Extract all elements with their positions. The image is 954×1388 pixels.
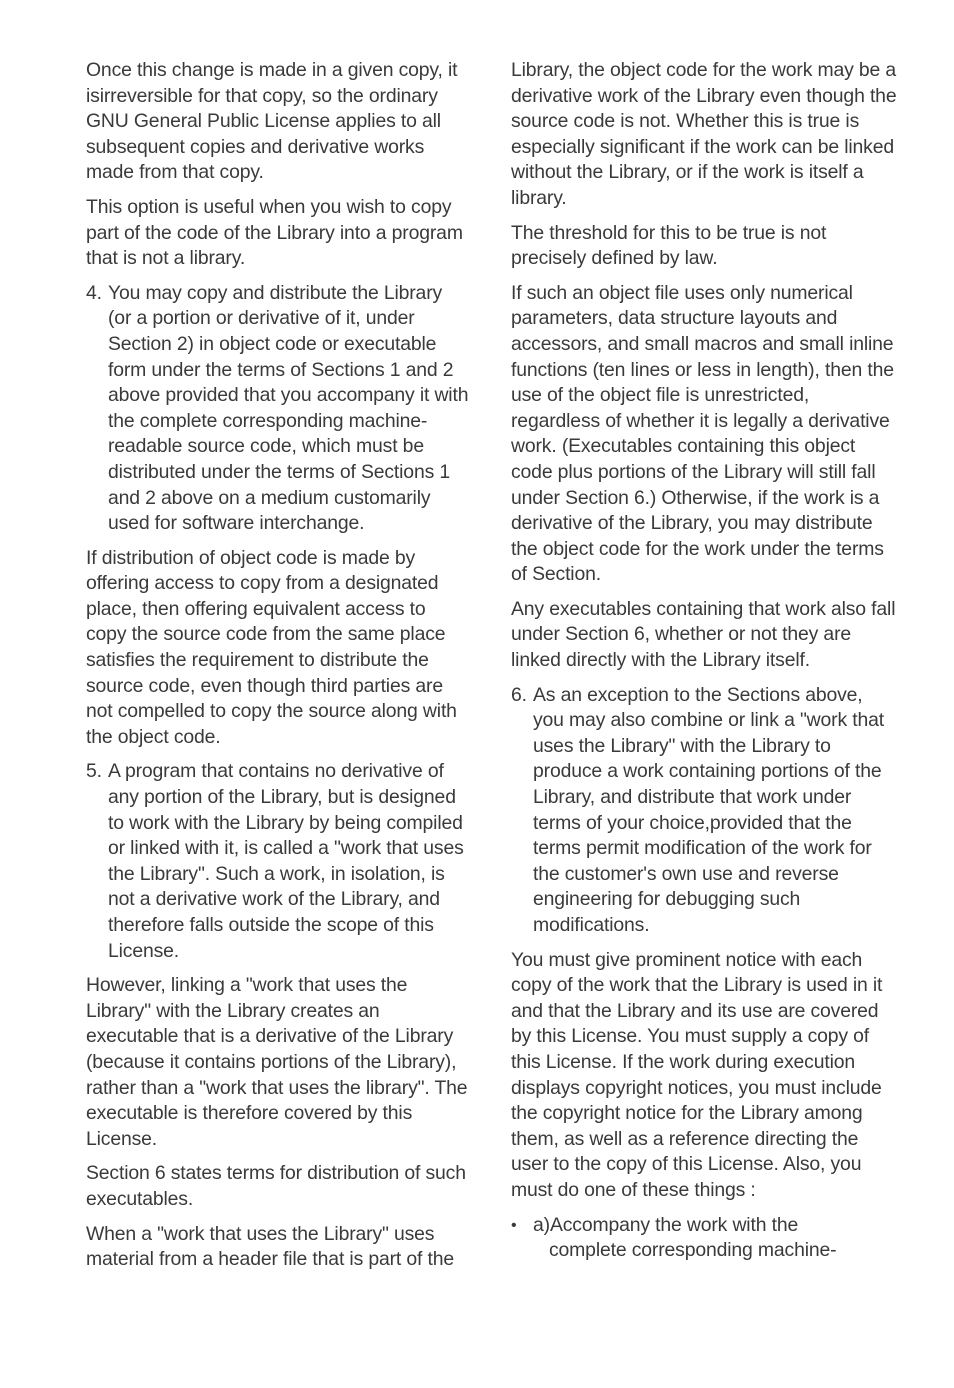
paragraph: Library, the object code for the work may be a derivative work of the Library even though the source code is not. Whether this is true is especially significant if the work can be linked without the Library, or if the work is itself a library. (511, 59, 897, 209)
paragraph: This option is useful when you wish to copy part of the code of the Library into a program that is not a library. (86, 195, 463, 270)
bullet-text-line-1: a)Accompany the work with the (533, 1213, 799, 1236)
item-text: You may copy and distribute the Library (or a portion or derivative of it, under Section 2) in object code or executable form under the terms of Sections 1 and 2 above provided that you accompany it with the complete corresponding machine-readable source code, which must be distributed under the terms of Sections 1 and 2 above on a medium customarily used for software interchange. (108, 281, 469, 535)
numbered-item-6 (511, 683, 897, 939)
paragraph: Once this change is made in a given copy, it isirreversible for that copy, so the ordinary GNU General Public License applies to all subsequent copies and derivative works made from that copy. (86, 59, 458, 184)
paragraph: If such an object file uses only numerical parameters, data structure layouts and accessors, and small macros and small inline functions (ten lines or less in length), then the use of the object file is unrestricted, regardless of whether it is legally a derivative work. (Executables containing this object code plus portions of the Library will still fall under Section 6.) Otherwise, if the work is a derivative of the Library, you may distribute the object code for the work under the terms of Section. (511, 281, 894, 586)
numbered-item-5 (86, 759, 470, 964)
item-number: 5. (86, 760, 102, 783)
paragraph: Any executables containing that work also fall under Section 6, whether or not they are linked directly with the Library itself. (511, 597, 896, 672)
bullet-dot: • (511, 1216, 517, 1234)
bullet-item-a (511, 1213, 897, 1264)
paragraph: You must give prominent notice with each copy of the work that the Library is used in it and that the Library and its use are covered by this License. You must supply a copy of this License. If the work during execution displays copyright notices, you must include the copyright notice for the Library among them, as well as a reference directing the user to the copy of this License. Also, you must do one of these things : (511, 948, 883, 1201)
item-number: 4. (86, 281, 102, 304)
item-text: A program that contains no derivative of any portion of the Library, but is designed to work with the Library by being compiled or linked with it, is called a "work that uses the Library". Such a work, in isolation, is not a derivative work of the Library, and therefore falls outside the scope of this License. (108, 760, 464, 962)
left-column (86, 58, 470, 1282)
numbered-item-4 (86, 281, 470, 537)
paragraph: Section 6 states terms for distribution of such executables. (86, 1162, 466, 1210)
item-text: As an exception to the Sections above, you may also combine or link a "work that uses the Library" with the Library to produce a work containing portions of the Library, and distribute that work under terms of your choice,provided that the terms permit modification of the work for the customer's own use and reverse engineering for debugging such modifications. (533, 683, 884, 936)
paragraph: The threshold for this to be true is not precisely defined by law. (511, 221, 827, 270)
paragraph: When a "work that uses the Library" uses material from a header file that is part of the (86, 1222, 455, 1271)
paragraph: If distribution of object code is made by offering access to copy from a designated place, then offering equivalent access to copy the source code from the same place satisfies the requirement to distribute the source code, even though third parties are not compelled to copy the source along with the object code. (86, 546, 457, 748)
item-number: 6. (511, 683, 527, 706)
right-column (511, 58, 897, 1273)
paragraph: However, linking a "work that uses the Library" with the Library creates an executable that is a derivative of the Library (because it contains portions of the Library), rather than a "work that uses the library". The executable is therefore covered by this License. (86, 974, 468, 1150)
bullet-text-line-2: complete corresponding machine- (549, 1239, 837, 1262)
